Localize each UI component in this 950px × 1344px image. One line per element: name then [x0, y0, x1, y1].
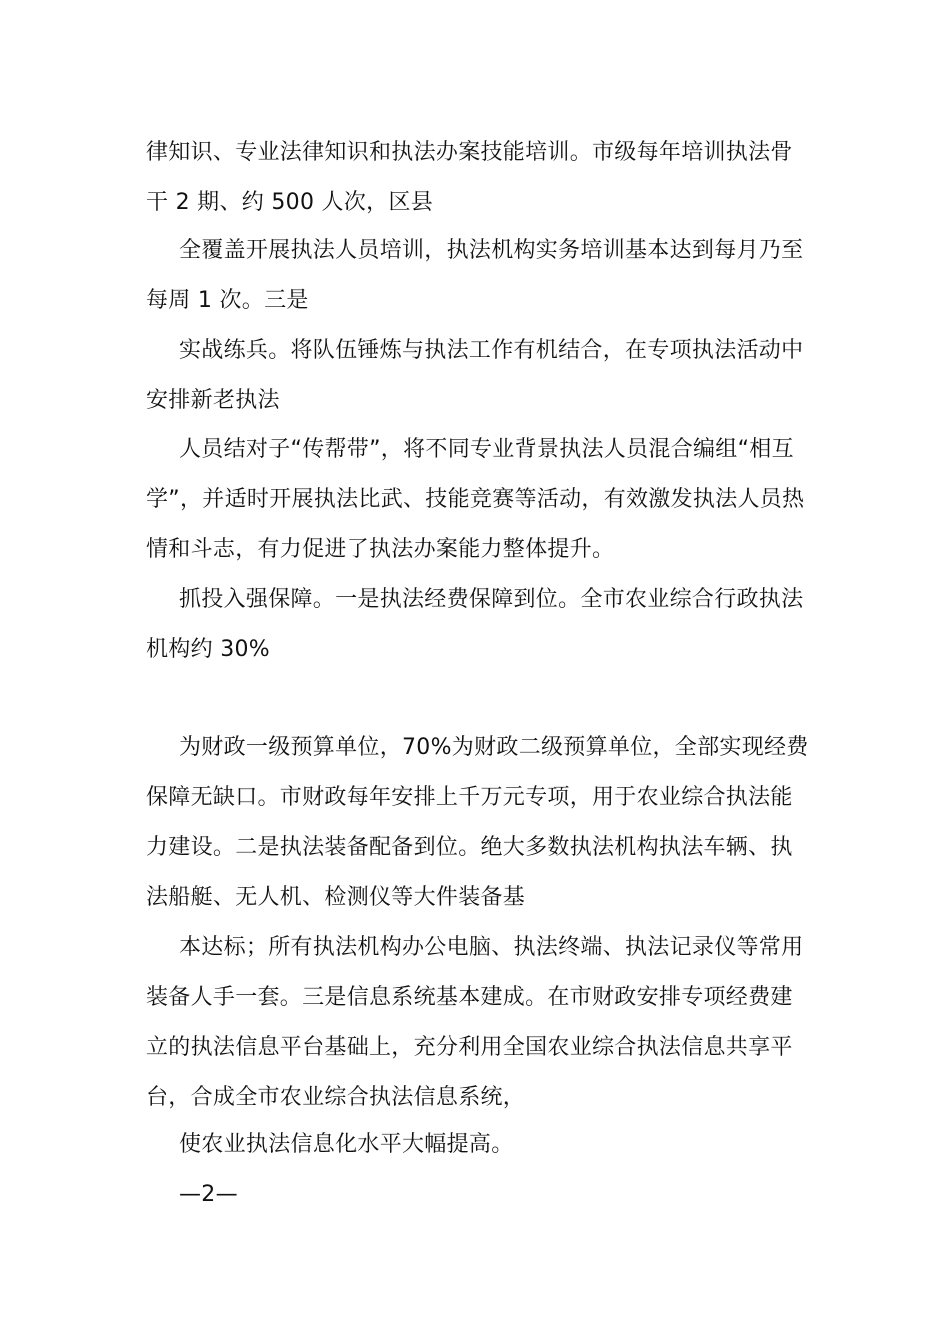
paragraph-3: 实战练兵。将队伍锤炼与执法工作有机结合，在专项执法活动中安排新老执法	[146, 338, 804, 413]
page-number: —2—	[179, 1182, 238, 1207]
paragraph-4: 人员结对子“传帮带”，将不同专业背景执法人员混合编组“相互学”，并适时开展执法比武、技能竞赛等活动，有效激发执法人员热情和斗志，有力促进了执法办案能力整体提升。	[146, 437, 805, 562]
paragraph-5: 抓投入强保障。一是执法经费保障到位。全市农业综合行政执法机构约 30%	[146, 587, 804, 662]
paragraph-1: 律知识、专业法律知识和执法办案技能培训。市级每年培训执法骨干 2 期、约 500 人次，区县	[146, 140, 793, 215]
paragraph-2: 全覆盖开展执法人员培训，执法机构实务培训基本达到每月乃至每周 1 次。三是	[146, 238, 804, 313]
paragraph-7: 本达标；所有执法机构办公电脑、执法终端、执法记录仪等常用装备人手一套。三是信息系统基本建成。在市财政安排专项经费建立的执法信息平台基础上，充分利用全国农业综合执法信息共享平台，合成全市农业综合执法信息系统，	[146, 935, 804, 1110]
paragraph-6: 为财政一级预算单位，70%为财政二级预算单位，全部实现经费保障无缺口。市财政每年安排上千万元专项，用于农业综合执法能力建设。二是执法装备配备到位。绝大多数执法机构执法车辆、执法船艇、无人机、检测仪等大件装备基	[146, 735, 809, 910]
paragraph-8: 使农业执法信息化水平大幅提高。	[179, 1132, 514, 1157]
